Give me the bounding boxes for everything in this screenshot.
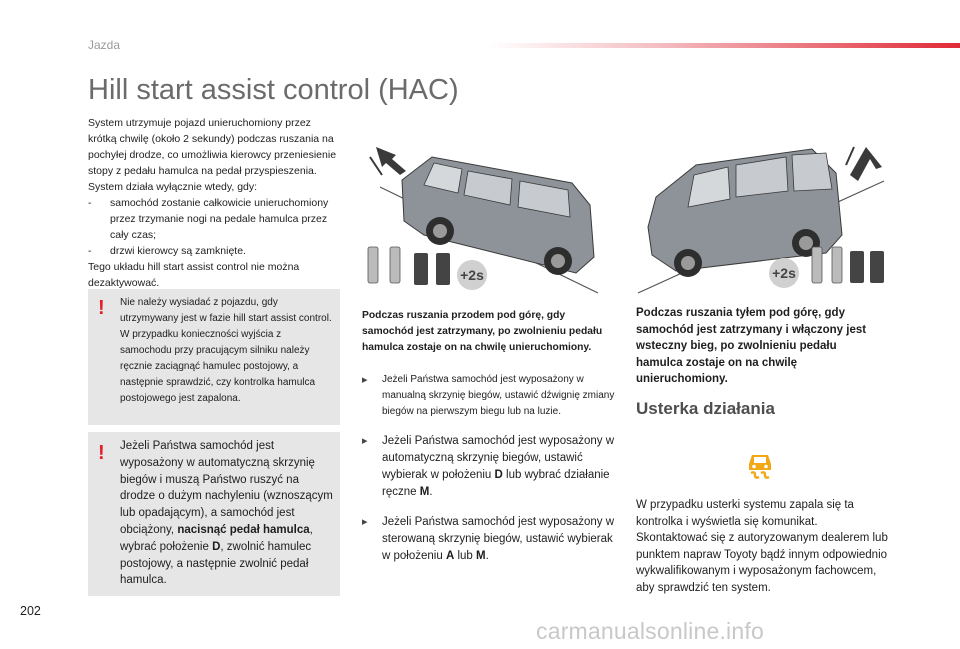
fault-warning-lamp-icon (745, 451, 775, 481)
fault-description: W przypadku usterki systemu zapala się ta kontrolka i wyświetla się komunikat. Skontaktować się z autoryzowanym dealerem lub punktem napraw Toyoty bądź innym odpowiednio wykwalifikowanym i wyposażonym fachowcem, aby sprawdzić ten system. (636, 499, 888, 594)
intro-text (88, 115, 342, 291)
illustration-reverse-uphill (636, 135, 886, 295)
watermark: carmanualsonline.info (536, 618, 764, 644)
intro-paragraph: System utrzymuje pojazd unieruchomiony przez krótką chwilę (około 2 sekundy) podczas ruszania na pochyłej drodze, co umożliwia kierowcy przeniesienie stopy z pedału hamulca na pedał przyspieszenia. (88, 117, 337, 177)
caption-forward: Podczas ruszania przodem pod górę, gdy samochód jest zatrzymany, po zwolnieniu pedału hamulca zostaje on na chwilę unieruchomiony. (362, 310, 603, 353)
timer-badge-label: +2s (772, 265, 796, 281)
bullet-text: Jeżeli Państwa samochód jest wyposażony w manualną skrzynię biegów, ustawić dźwignię zmiany biegów na pierwszym biegu lub na luzie. (382, 374, 615, 417)
bullet-bold-part: M (419, 486, 430, 498)
bullet-bold-part: M (476, 550, 486, 562)
bullet-text (382, 433, 616, 501)
intro-condition-lead: System działa wyłącznie wtedy, gdy: (88, 181, 258, 193)
section-label: Jazda (88, 38, 121, 52)
exclamation-icon: ! (98, 297, 105, 319)
reverse-arrow-icon (846, 147, 882, 181)
gearbox-automatic-item (362, 433, 616, 501)
gearbox-controlled-item (362, 514, 616, 565)
warning-text-part: , zwolnić hamulec postojowy, a następnie zwolnić pedał hamulca. (120, 540, 312, 587)
bullet-text-part: Jeżeli Państwa samochód jest wyposażony w sterowaną skrzynię biegów, ustawić wybierak w położeniu (382, 516, 615, 562)
warning-text-part: , wybrać położenie (120, 523, 313, 553)
bullet-text-part: lub (454, 550, 476, 562)
intro-note: Tego układu hill start assist control nie można dezaktywować. (88, 261, 300, 289)
warning-paragraph: Nie należy wysiadać z pojazdu, gdy utrzymywany jest w fazie hill start assist control. (120, 297, 332, 324)
warning-text (120, 438, 334, 589)
bullet-arrow-icon: ▸ (362, 374, 368, 386)
page-title: Hill start assist control (HAC) (88, 74, 459, 106)
condition-item (88, 195, 342, 243)
bullet-text-part: . (429, 486, 433, 498)
timer-badge-icon (769, 258, 799, 288)
header-accent-bar (488, 43, 960, 48)
warning-bold-part: D (212, 540, 221, 553)
page-number: 202 (20, 604, 41, 618)
warning-bold-part: nacisnąć pedał hamulca (177, 523, 310, 536)
warning-paragraph: W przypadku konieczności wyjścia z samochodu przy pracującym silniku należy ręcznie zaciągnąć hamulec postojowy, a następnie sprawdzić, czy kontrolka hamulca postojowego jest zapalona. (120, 329, 316, 404)
bullet-arrow-icon: ▸ (362, 435, 368, 447)
condition-item (88, 243, 342, 259)
van-forward-drawing (362, 135, 600, 295)
pedals-icon (368, 247, 450, 285)
illustration-forward-uphill (362, 135, 600, 295)
fault-heading: Usterka działania (636, 399, 775, 418)
condition-text: samochód zostanie całkowicie unieruchomiony przez trzymanie nogi na pedale hamulca przez cały czas; (110, 197, 329, 241)
bullet-bold-part: D (494, 469, 503, 481)
exclamation-icon: ! (98, 442, 105, 464)
bullet-text-part: Jeżeli Państwa samochód jest wyposażony w automatyczną skrzynię biegów, ustawić wybierak w położeniu (382, 435, 615, 481)
gearbox-manual-item (362, 372, 616, 420)
dash-mark: - (88, 197, 92, 209)
warning-text (120, 295, 334, 407)
van-reverse-drawing (636, 135, 886, 295)
warning-box-automatic (88, 432, 340, 596)
dash-mark: - (88, 245, 92, 257)
bullet-text-part: lub wybrać działanie ręczne (382, 469, 610, 498)
warning-paragraph (120, 438, 334, 589)
warning-text-part: Jeżeli Państwa samochód jest wyposażony w automatyczną skrzynię biegów i muszą Państwo ruszyć na drodze o dużym nachyleniu (wznoszącym lub opadającym), a samochód jest obciążony, (120, 440, 333, 536)
bullet-text-part: . (485, 550, 489, 562)
bullet-bold-part: A (445, 550, 455, 562)
van-body (402, 157, 594, 275)
warning-box-exit (88, 289, 340, 425)
forward-arrow-icon (370, 147, 406, 175)
condition-text: drzwi kierowcy są zamknięte. (110, 245, 246, 257)
timer-badge-label: +2s (460, 267, 484, 283)
bullet-arrow-icon: ▸ (362, 516, 368, 528)
caption-reverse: Podczas ruszania tyłem pod górę, gdy samochód jest zatrzymany i włączony jest wsteczny bieg, po zwolnieniu pedału hamulca zostaje on na chwilę unieruchomiony. (636, 307, 867, 385)
bullet-text (382, 514, 616, 565)
timer-badge-icon (457, 260, 487, 290)
